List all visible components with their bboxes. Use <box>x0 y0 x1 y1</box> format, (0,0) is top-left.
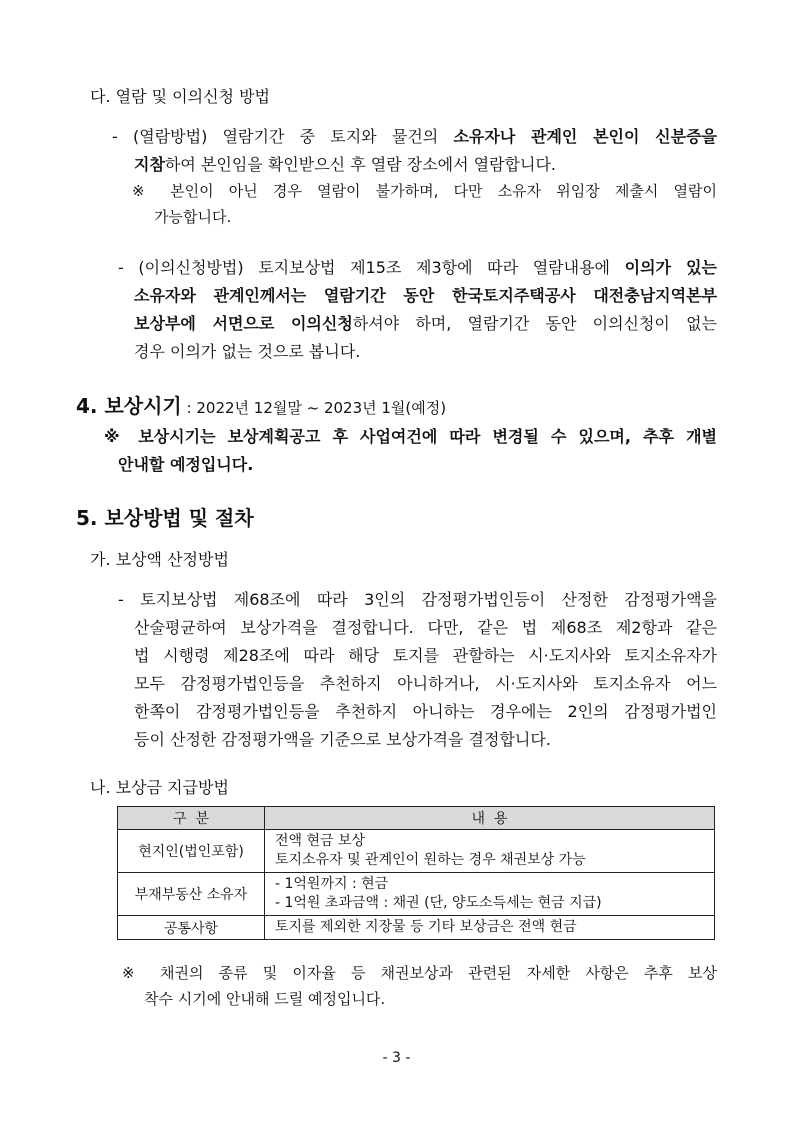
section4-note-line-2: 안내할 예정입니다. <box>118 455 254 474</box>
section-da-heading: 다. 열람 및 이의신청 방법 <box>90 87 270 106</box>
ga-body-line-2: 산술평균하여 보상가격을 결정합니다. 다만, 같은 법 제68조 제2항과 같은 <box>134 618 717 637</box>
na-note-line-1: ※ 채권의 종류 및 이자율 등 채권보상과 관련된 자세한 사항은 추후 보상 <box>122 964 717 982</box>
table-row <box>118 830 715 873</box>
table-cell-category: 현지인(법인포함) <box>118 830 265 873</box>
viewing-method-bold: 소유자나 관계인 본인이 신분증을 <box>453 127 717 146</box>
viewing-method-text: - (열람방법) 열람기간 중 토지와 물건의 <box>112 127 454 146</box>
viewing-note-line-1: ※ 본인이 아닌 경우 열람이 불가하며, 다만 소유자 위임장 제출시 열람이 <box>132 182 717 200</box>
viewing-note-line-2: 가능합니다. <box>154 208 232 226</box>
section5-na-heading: 나. 보상금 지급방법 <box>90 778 229 797</box>
objection-line-3 <box>134 311 717 334</box>
section4-note-line-1: ※ 보상시기는 보상계획공고 후 사업여건에 따라 변경될 수 있으며, 추후 개별 <box>104 427 717 446</box>
viewing-method-text-2: 하여 본인임을 확인받으신 후 열람 장소에서 열람합니다. <box>164 155 557 174</box>
objection-bold: 이의가 있는 <box>624 258 717 277</box>
table-cell-line: 전액 현금 보상 <box>275 833 366 849</box>
section4-title: 4. 보상시기 <box>76 394 182 418</box>
objection-text: - (이의신청방법) 토지보상법 제15조 제3항에 따라 열람내용에 <box>118 258 625 277</box>
table-cell-category: 부재부동산 소유자 <box>118 873 265 916</box>
section5-ga-heading: 가. 보상액 산정방법 <box>90 550 229 569</box>
viewing-method-line-2 <box>134 152 556 175</box>
viewing-method-bold-2: 지참 <box>134 155 165 174</box>
page-number: - 3 - <box>382 1050 411 1066</box>
objection-line-1 <box>118 255 717 278</box>
table-row <box>118 916 715 940</box>
na-note-line-2: 착수 시기에 안내해 드릴 예정입니다. <box>144 990 386 1008</box>
ga-body-line-4: 모두 감정평가법인등을 추천하지 아니하거나, 시·도지사와 토지소유자 어느 <box>134 674 717 693</box>
table-cell-content <box>265 830 715 873</box>
ga-body-line-3: 법 시행령 제28조에 따라 해당 토지를 관할하는 시·도지사와 토지소유자가 <box>134 646 717 665</box>
section4-heading-line <box>76 390 446 419</box>
objection-bold-3: 보상부에 서면으로 이의신청 <box>134 314 353 333</box>
ga-body-line-5: 한쪽이 감정평가법인등을 추천하지 아니하는 경우에는 2인의 감정평가법인 <box>134 702 717 721</box>
viewing-method-line-1 <box>112 124 717 147</box>
objection-text-3: 하셔야 하며, 열람기간 동안 이의신청이 없는 <box>352 314 717 333</box>
table-cell-line: 토지를 제외한 지장물 등 기타 보상금은 전액 현금 <box>275 919 577 935</box>
table-cell-line: 토지소유자 및 관계인이 원하는 경우 채권보상 가능 <box>275 852 586 868</box>
objection-line-4: 경우 이의가 없는 것으로 봅니다. <box>134 342 361 361</box>
ga-body-line-1: - 토지보상법 제68조에 따라 3인의 감정평가법인등이 산정한 감정평가액을 <box>118 590 717 609</box>
table-cell-line: - 1억원까지 : 현금 <box>275 876 389 892</box>
table-cell-content <box>265 873 715 916</box>
objection-line-2: 소유자와 관계인께서는 열람기간 동안 한국토지주택공사 대전충남지역본부 <box>134 286 717 305</box>
table-cell-content <box>265 916 715 940</box>
table-header-content: 내 용 <box>265 807 715 830</box>
table-header-row <box>118 807 715 830</box>
ga-body-line-6: 등이 산정한 감정평가액을 기준으로 보상가격을 결정합니다. <box>134 730 551 749</box>
table-header-category: 구 분 <box>118 807 265 830</box>
section5-title: 5. 보상방법 및 절차 <box>76 506 254 530</box>
table-row <box>118 873 715 916</box>
table-cell-category: 공통사항 <box>118 916 265 940</box>
table-cell-line: - 1억원 초과금액 : 채권 (단, 양도소득세는 현금 지급) <box>275 895 602 911</box>
section4-period: : 2022년 12월말 ~ 2023년 1월(예정) <box>181 399 447 417</box>
compensation-payment-table <box>117 806 715 940</box>
